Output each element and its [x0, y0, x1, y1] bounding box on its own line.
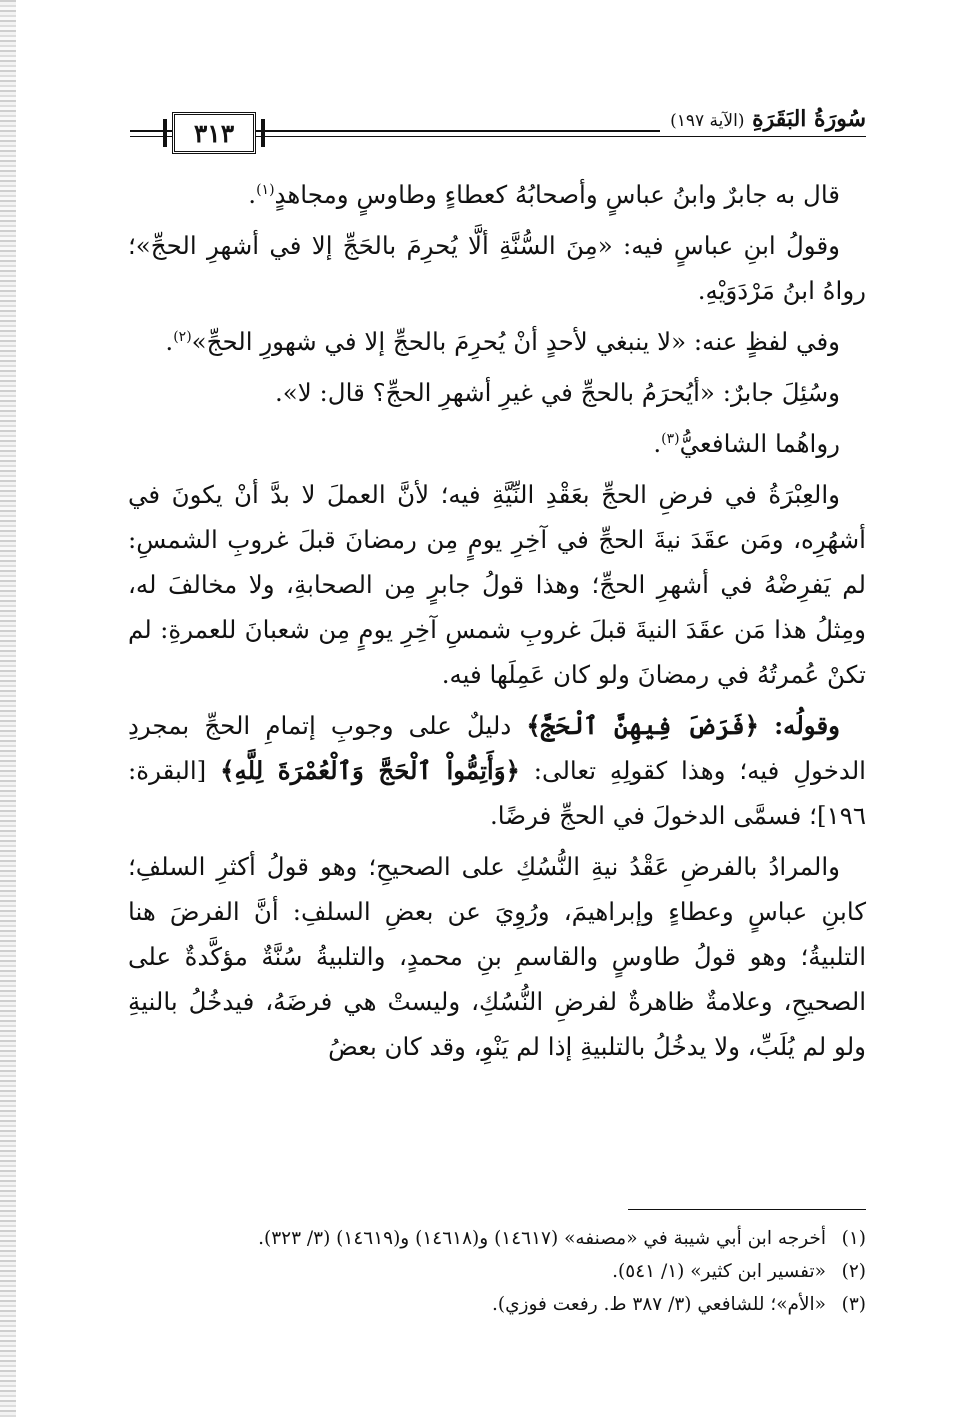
- paragraph-5-text: رواهُما الشافعيُّ: [679, 429, 840, 458]
- aya-label: (الآية ١٩٧): [670, 111, 745, 131]
- paragraph-8: والمرادُ بالفرضِ عَقْدُ نيةِ النُّسُكِ على الصحيحِ؛ وهو قولُ أكثرِ السلفِ؛ كابنِ عباسٍ وعطاءٍ وإبراهيمَ، ورُوِيَ عن بعضِ السلفِ: أنَّ الفرضَ هنا التلبيةُ؛ وهو قولُ طاوسٍ والقاسمِ بنِ محمدٍ، والتلبيةُ سُنَّةٌ مؤكَّدةٌ على الصحيحِ، وعلامةٌ ظاهرةٌ لفرضِ النُّسُكِ، وليستْ هي فرضَهُ، فيدخُلُ بالنيةِ ولو لم يُلَبِّ، ولا يدخُلُ بالتلبيةِ إذا لم يَنْوِ، وقد كان بعضُ: [128, 852, 866, 1061]
- footnote-1-num: (١): [841, 1228, 866, 1249]
- footnote-3: [128, 1288, 866, 1321]
- scan-edge: [0, 0, 16, 1417]
- page-header: [130, 96, 866, 160]
- paragraph-3-end: .: [165, 327, 174, 356]
- page-number-box: [172, 112, 256, 154]
- page-body: [128, 172, 866, 1075]
- paragraph-3-text: وفي لفظٍ عنه: «لا ينبغي لأحدٍ أنْ يُحرِمَ بالحجِّ إلا في شهورِ الحجِّ»: [191, 327, 840, 356]
- paragraph-1-end: .: [248, 180, 257, 209]
- footnote-2: [128, 1255, 866, 1288]
- footnotes: [128, 1222, 866, 1321]
- paragraph-3: [128, 319, 866, 364]
- footnote-ref-2: (٢): [173, 328, 192, 345]
- paragraph-5: [128, 421, 866, 466]
- paragraph-7-lead: وقولُه:: [774, 711, 840, 740]
- paragraph-4: وسُئِلَ جابرٌ: «أيُحرَمُ بالحجِّ في غيرِ أشهرِ الحجِّ؟ قال: لا».: [275, 378, 840, 407]
- paragraph-1: [128, 172, 866, 217]
- page-number: ٣١٣: [193, 118, 235, 148]
- footnote-1: [128, 1222, 866, 1255]
- paragraph-1-text: قال به جابرٌ وابنُ عباسٍ وأصحابُهُ كعطاءٍ وطاوسٍ ومجاهدٍ: [274, 180, 840, 209]
- footnote-1-text: أخرجه ابن أبي شيبة في «مصنفه» (١٤٦١٧) و(١٤٦١٨) و(١٤٦١٩) (٣/ ٣٢٣).: [258, 1228, 826, 1249]
- footnote-3-text: «الأم»؛ للشافعي (٣/ ٣٨٧ ط. رفعت فوزي).: [491, 1294, 826, 1315]
- footnote-rule: [628, 1209, 866, 1210]
- quran-quote-1: ﴿فَرَضَ فِيهِنَّ ٱلْحَجَّ﴾: [526, 711, 760, 740]
- paragraph-5-end: .: [653, 429, 662, 458]
- paragraph-7: [128, 703, 866, 838]
- paragraph-6: والعِبْرَةُ في فرضِ الحجِّ بعَقْدِ النِّيَّةِ فيه؛ لأنَّ العملَ لا بدَّ أنْ يكونَ في أشهُرِه، ومَن عقَدَ نيةَ الحجِّ في آخِرِ يومٍ مِن رمضانَ قبلَ غروبِ الشمسِ: لم يَفرِضْهُ في أشهرِ الحجِّ؛ وهذا قولُ جابرٍ مِن الصحابةِ، ولا مخالفَ له، ومِثلُ هذا مَن عقَدَ النيةَ قبلَ غروبِ شمسِ آخِرِ يومٍ مِن شعبانَ للعمرةِ: لم تكنْ عُمرتُهُ في رمضانَ ولو كان عَمِلَها فيه.: [128, 480, 866, 689]
- footnote-ref-1: (١): [256, 181, 275, 198]
- paragraph-2: وقولُ ابنِ عباسٍ فيه: «مِنَ السُّنَّةِ ألَّا يُحرِمَ بالحَجِّ إلا في أشهرِ الحجِّ»؛ رواهُ ابنُ مَرْدَوَيْهِ.: [128, 231, 866, 305]
- surah-title: [660, 106, 866, 132]
- surah-name: سُورَةُ البَقَرَةِ: [752, 106, 866, 132]
- footnote-2-text: «تفسير ابن كثير» (١/ ٥٤١).: [612, 1261, 826, 1282]
- footnote-2-num: (٢): [841, 1261, 866, 1282]
- paragraph-7-end: [البقرة: ١٩٦]؛ فسمَّى الدخولَ في الحجِّ فرضًا.: [128, 756, 866, 830]
- paragraph-7-mid: دليلٌ على وجوبِ إتمامِ الحجِّ بمجردِ الدخولِ فيه؛ وهذا كقولِهِ تعالى:: [128, 711, 866, 785]
- footnote-ref-3: (٣): [661, 430, 680, 447]
- quran-quote-2: ﴿وَأَتِمُّواْ ٱلْحَجَّ وَٱلْعُمْرَةَ لِلَّهِ﴾: [220, 756, 520, 785]
- footnote-3-num: (٣): [841, 1294, 866, 1315]
